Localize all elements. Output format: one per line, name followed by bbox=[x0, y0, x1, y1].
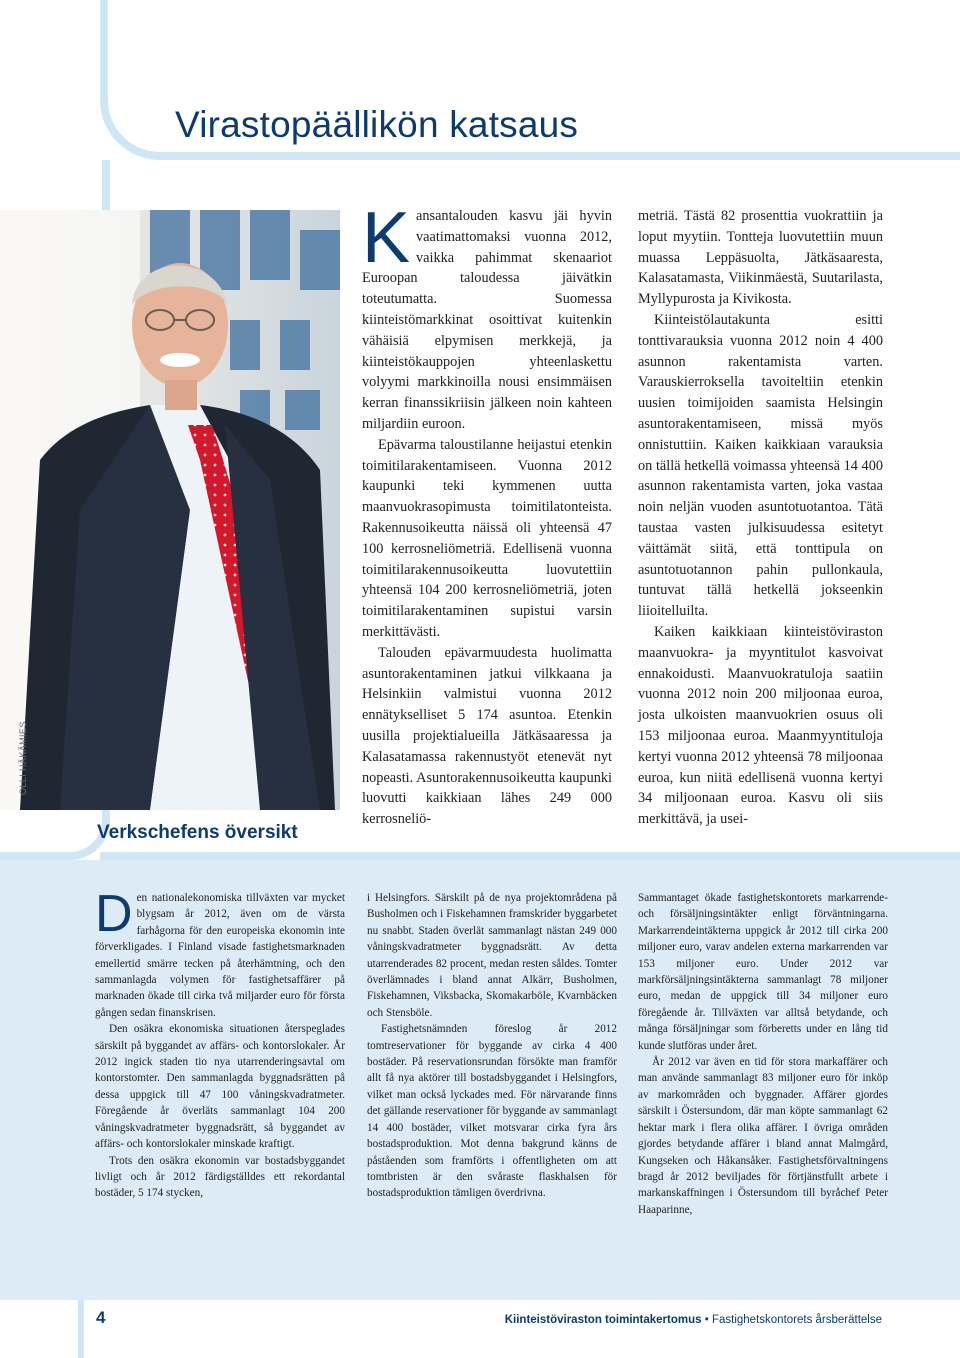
sv-paragraph bbox=[95, 885, 345, 1021]
sv-paragraph: År 2012 var även en tid för stora markaffärer och man använde sammanlagt 83 miljoner euro för inköp av markområden och byggnader. Affärer gjordes särskilt i Östersundom, där man köpte sammanlagt 62 hektar mark i flera olika affärer. I övriga områden gjordes betydande affärer i bland annat Malmgård, Kungseken och Håkansåker. Fastighetsförvaltningens bragd år 2012 beviljades för förtjänstfullt arbete i markanskaffningen i Östersundom till byråchef Peter Haaparinne, bbox=[638, 1056, 888, 1216]
sv-dropcap: D bbox=[95, 885, 133, 943]
portrait-photo bbox=[0, 210, 340, 810]
fi-paragraph: Kaiken kaikkiaan kiinteistöviraston maanvuokra- ja myyntitulot kasvoivat ennakoidusti. Maanvuokratuloja saatiin vuonna 2012 noin 200 miljoonaa euroa, josta ulkoisten maanvuokrien osuus oli 153 miljoonaa euroa. Maanmyyntituloja kertyi vuonna 2012 yhteensä 78 miljoonaa euroa, kun niitä edellisenä vuonna kertyi 34 miljoonaan euroa. Kasvu oli siis merkittävä, ja usei- bbox=[638, 623, 883, 828]
sv-paragraph: Sammantaget ökade fastighetskontorets markarrende- och försäljningsintäkter enligt förväntningarna. Markarrendeintäkterna uppgick år 2012 till cirka 200 miljoner euro, varav andelen externa markarrenden var 153 miljoner euro. Under 2012 var markförsäljningsintäkterna sammanlagt 78 miljoner euro, medan de uppgick till 34 miljoner euro föregående år. Tillväxten var alltså betydande, och många försäljningar som förberetts under en lång tid kunde slutföras under året. bbox=[638, 892, 888, 1052]
footer-frame bbox=[78, 1300, 84, 1358]
publication-name-sv: Fastighetskontorets årsberättelse bbox=[711, 1314, 882, 1326]
fi-paragraph: Epävarma taloustilanne heijastui etenkin toimitilarakentamiseen. Vuonna 2012 kaupunki teki kymmenen uutta maanvuokrasopimusta toimitilatonteista. Rakennusoikeutta näissä oli yhteensä 47 100 kerrosneliömetriä. Edellisenä vuonna toimitilarakennusoikeutta luovutettiin yhteensä 104 200 kerrosneliömetriä, joten toimitilarakentaminen supistui varsin merkittävästi. bbox=[362, 436, 612, 640]
sv-paragraph: Trots den osäkra ekonomin var bostadsbyggandet livligt och år 2012 färdigställdes ett rekordantal bostäder, 5 174 stycken, bbox=[95, 1154, 345, 1200]
fi-paragraph: Kiinteistölautakunta esitti tonttivarauksia vuonna 2012 noin 4 400 asunnon rakentamista varten. Varauskierroksella tavoiteltiin etenkin uusien toimijoiden saamista Helsingin asuntorakentamiseen, missä myös onnistuttiin. Kaiken kaikkiaan varauksia on tällä hetkellä voimassa yhteensä 14 400 asunnon rakentamista varten, joka vastaa noin neljän vuoden asuntotuotantoa. Tätä taustaa vasten julkisuudessa esitetyt väittämät siitä, että tonttipula on asuntotuotannon pahin pullonkaula, tuntuvat tällä hetkellä jokseenkin liioitelluilta. bbox=[638, 311, 883, 620]
fi-paragraph bbox=[362, 198, 612, 435]
fi-paragraph: metriä. Tästä 82 prosenttia vuokrattiin ja loput myytiin. Tontteja luovutettiin muun muassa Leppäsuolta, Jätkäsaaresta, Kalasatamasta, Viikinmäestä, Suutarilasta, Myllypurosta ja Kivikosta. bbox=[638, 208, 883, 308]
sv-paragraph: Den osäkra ekonomiska situationen återspeglades särskilt på byggandet av affärs- och kontorslokaler. År 2012 ingick staden tio nya utarrenderingsavtal om kontorstomter. Den sammanlagda byggnadsrätten på dessa uppgick till 47 100 våningskvadratmeter. Föregående år överläts sammanlagt 104 200 våningskvadratmeter byggnadsrätt, så byggandet av affärs- och kontorslokaler minskade kraftigt. bbox=[95, 1023, 345, 1151]
fi-paragraph-text: ansantalouden kasvu jäi hyvin vaatimattomaksi vuonna 2012, vaikka pahimmat skenaariot Euroopan taloudessa jäivätkin toteutumatta. Suomessa kiinteistömarkkinat osoittivat kuitenkin vähäisiä elpymisen merkkejä, ja kiinteistökauppojen yhteenlaskettu volyymi markkinoilla nousi ensimmäisen kerran finanssikriisin jälkeen noin kahteen miljardiin euroon. bbox=[362, 208, 612, 432]
publication-name-fi: Kiinteistöviraston toimintakertomus bbox=[504, 1314, 702, 1326]
photo-credit: OLLI HÄKÄMIES bbox=[18, 721, 28, 795]
fi-paragraph: Talouden epävarmuudesta huolimatta asuntorakentaminen jatkui vilkkaana ja Helsinkiin valmistui vuonna 2012 ennätykselliset 5 174 asuntoa. Etenkin uusilla projektialueilla Jätkäsaaressa ja Kalasatamassa rakennustyöt etenevät nyt nopeasti. Asuntorakennusoikeutta kaupunki luovutti kaikkiaan lähes 249 000 kerrosneliö- bbox=[362, 644, 612, 828]
portrait-illustration bbox=[0, 210, 340, 810]
footer-publication bbox=[505, 1314, 882, 1326]
sv-paragraph-text: en nationalekonomiska tillväxten var mycket blygsam år 2012, även om de värsta farhågorna för den europeiska ekonomin inte förverkligades. I Finland visade fastighetsmarknaden emellertid smärre tecken på återhämtning, och den sammanlagda volymen för fastighetsaffärer på marknaden ökade till cirka två miljarder euro för första gången sedan finanskrisen. bbox=[95, 892, 345, 1019]
page-number: 4 bbox=[96, 1308, 106, 1327]
fi-column-1 bbox=[362, 198, 612, 830]
section-divider bbox=[100, 852, 960, 860]
sv-column-1 bbox=[95, 885, 345, 1202]
sv-paragraph: Fastighetsnämnden föreslog år 2012 tomtreservationer för byggande av cirka 4 400 bostäder. På reservationsrundan försökte man framför allt få nya aktörer till bostadsbyggandet i Helsingfors, vilket man också lyckades med. För närvarande finns det gällande reservationer för byggande av sammanlagt 14 400 bostäder, vilket motsvarar cirka fyra års bostadsproduktion. Mot denna bakgrund känns de påståenden som framförts i offentligheten om att tomtbristen är den svåraste flaskhalsen för bostadsproduktion tämligen överdrivna. bbox=[367, 1023, 617, 1200]
fi-dropcap: K bbox=[362, 198, 411, 278]
sv-column-3 bbox=[638, 890, 888, 1218]
page-title: Virastopäällikön katsaus bbox=[175, 104, 579, 145]
sv-paragraph: i Helsingfors. Särskilt på de nya projektområdena på Busholmen och i Fiskehamnen framskrider byggarbetet nu snabbt. Staden överlät sammanlagt nästan 249 000 våningskvadratmeter byggnadsrätt. Av detta utarrenderades 82 procent, medan resten såldes. Tomter överlämnades i bland annat Alkärr, Busholmen, Fiskehamnen, Viksbacka, Skomakarböle, Kvarnbäcken och Stensböle. bbox=[367, 892, 617, 1019]
section-subtitle-sv: Verkschefens översikt bbox=[97, 822, 298, 843]
fi-column-2 bbox=[638, 206, 883, 830]
footer-separator: • bbox=[704, 1314, 709, 1326]
sv-column-2 bbox=[367, 890, 617, 1202]
